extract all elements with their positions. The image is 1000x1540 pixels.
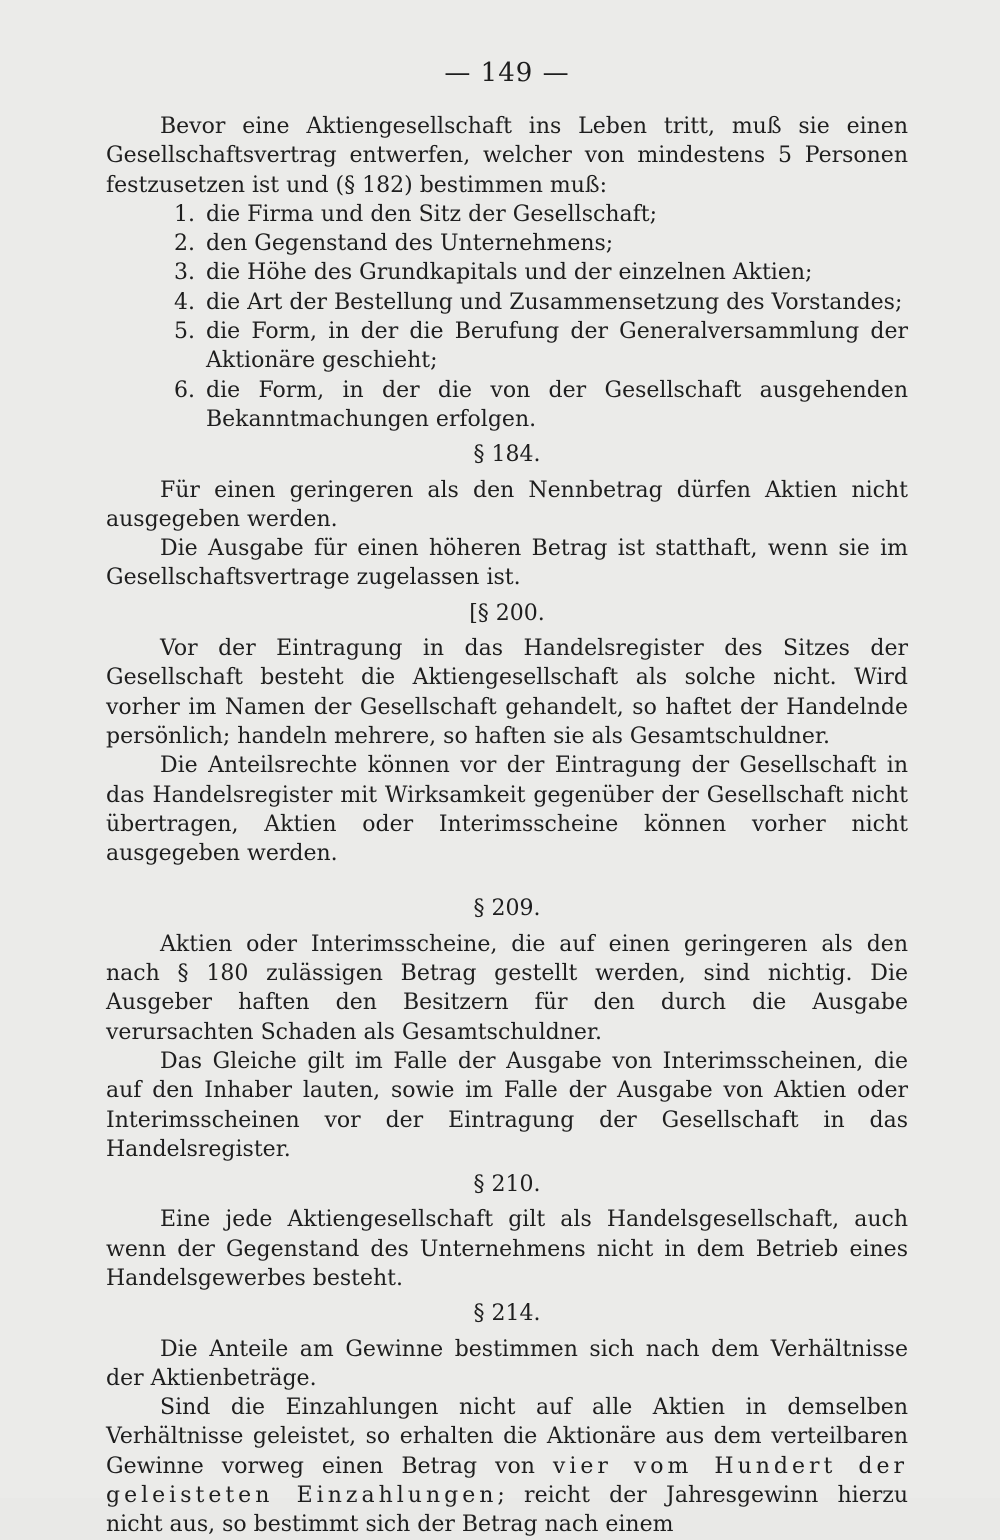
section-heading-200: [§ 200. bbox=[469, 600, 545, 626]
section-200-paragraph-1: Vor der Eintragung in das Handelsregister des Sitzes der Gesellschaft besteht die Aktiengesellschaft als solche nicht. Wird vorher im Namen der Gesellschaft gehandelt, so haftet der Handelnde persönlich; handeln mehrere, so haften sie als Gesamtschuldner. bbox=[106, 636, 908, 749]
section-heading-214: § 214. bbox=[473, 1301, 541, 1327]
section-214-paragraph-1: Die Anteile am Gewinne bestimmen sich nach dem Verhältnisse der Aktienbeträge. bbox=[106, 1336, 908, 1391]
section-200-paragraph-2: Die Anteilsrechte können vor der Eintragung der Gesellschaft in das Handelsregister mit Wirksamkeit gegenüber der Gesellschaft nicht übertragen, Aktien oder Interimsscheine können vorher nicht ausgegeben werden. bbox=[106, 753, 908, 867]
list-text: die Form, in der die Berufung der Generalversammlung der Aktionäre geschieht; bbox=[206, 319, 908, 374]
list-item bbox=[106, 229, 908, 258]
section-heading-210: § 210. bbox=[473, 1172, 541, 1198]
section-209-paragraph-1: Aktien oder Interimsscheine, die auf einen geringeren als den nach § 180 zulässigen Betrag gestellt werden, sind nichtig. Die Ausgeber haften den Besitzern für den durch die Ausgabe verursachten Schaden als Gesamtschuldner. bbox=[106, 931, 908, 1045]
text-run: Sind die Einzahlungen nicht auf alle Aktien in demselben Verhältnisse geleistet, so erhalten die Aktionäre aus dem verteilbaren Gewinne vorweg einen Betrag von bbox=[106, 1395, 908, 1479]
list-number: 4. bbox=[174, 289, 195, 315]
section-210-paragraph-1: Eine jede Aktiengesellschaft gilt als Handelsgesellschaft, auch wenn der Gegenstand des Unternehmens nicht in dem Betrieb eines Handelsgewerbes besteht. bbox=[106, 1207, 908, 1291]
list-number: 6. bbox=[174, 377, 195, 403]
list-text: den Gegenstand des Unternehmens; bbox=[206, 231, 614, 257]
list-item bbox=[106, 258, 908, 287]
section-heading-184: § 184. bbox=[473, 442, 541, 468]
list-text: die Höhe des Grundkapitals und der einzelnen Aktien; bbox=[206, 260, 813, 286]
list-number: 3. bbox=[174, 260, 195, 286]
list-text: die Firma und den Sitz der Gesellschaft; bbox=[206, 201, 658, 227]
list-item bbox=[106, 376, 908, 435]
section-214-paragraph-2 bbox=[106, 1393, 908, 1539]
list-number: 1. bbox=[174, 201, 195, 227]
text-run: ; reicht der Jahresgewinn hierzu nicht aus, so bestimmt sich der Betrag nach einem bbox=[106, 1483, 909, 1538]
list-number: 2. bbox=[174, 231, 195, 257]
list-number: 5. bbox=[174, 319, 195, 345]
intro-paragraph: Bevor eine Aktiengesellschaft ins Leben tritt, muß sie einen Gesellschaftsvertrag entwerfen, welcher von mindestens 5 Personen festzusetzen ist und (§ 182) bestimmen muß: bbox=[106, 114, 908, 198]
section-209-paragraph-2: Das Gleiche gilt im Falle der Ausgabe von Interimsscheinen, die auf den Inhaber lauten, sowie im Falle der Ausgabe von Aktien oder Interimsscheinen vor der Eintragung der Gesellschaft in das Handelsregister. bbox=[106, 1048, 908, 1162]
section-184-paragraph-2: Die Ausgabe für einen höheren Betrag ist statthaft, wenn sie im Gesellschaftsvertrage zugelassen ist. bbox=[106, 536, 908, 591]
spaced-emphasis: vier vom Hundert der geleisteten Einzahlungen bbox=[106, 1453, 908, 1509]
section-heading-209: § 209. bbox=[473, 896, 541, 922]
section-184-paragraph-1: Für einen geringeren als den Nennbetrag dürfen Aktien nicht ausgegeben werden. bbox=[106, 477, 908, 532]
page-number: — 149 — bbox=[444, 58, 570, 88]
list-item bbox=[106, 317, 908, 376]
list-text: die Form, in der die von der Gesellschaft ausgehenden Bekanntmachungen erfolgen. bbox=[206, 377, 908, 432]
requirements-list bbox=[106, 200, 908, 434]
spacer bbox=[106, 868, 908, 888]
list-item bbox=[106, 200, 908, 229]
list-item bbox=[106, 288, 908, 317]
list-text: die Art der Bestellung und Zusammensetzung des Vorstandes; bbox=[206, 289, 903, 315]
